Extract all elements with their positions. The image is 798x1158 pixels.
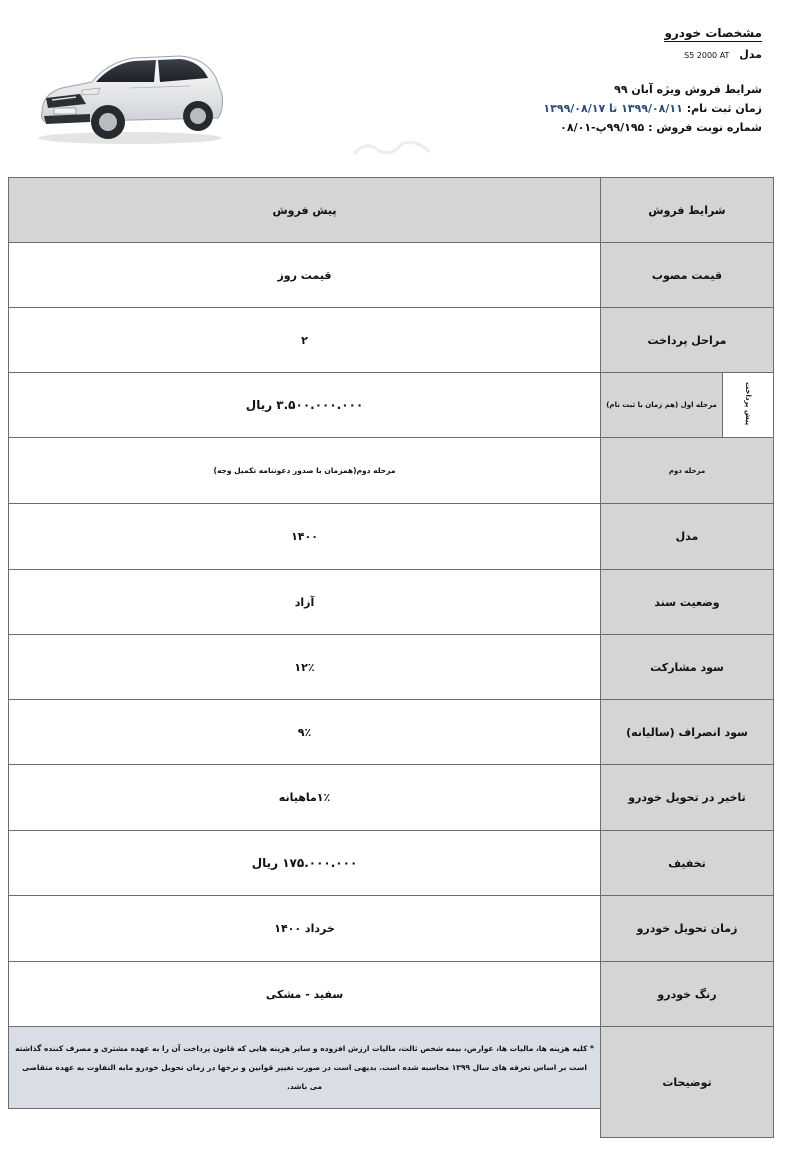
table-row <box>9 373 774 438</box>
model-year-label: مدل <box>601 504 774 570</box>
table-row <box>9 570 774 635</box>
delivery-time-label: زمان تحویل خودرو <box>601 896 774 962</box>
watermark-shape <box>352 136 432 164</box>
registration-value: ۱۳۹۹/۰۸/۱۱ تا ۱۳۹۹/۰۸/۱۷ <box>543 102 683 115</box>
discount-label: تخفیف <box>601 831 774 896</box>
model-code: S5 2000 AT <box>684 51 730 60</box>
conditions-label: شرایط فروش <box>601 178 774 243</box>
price-value: قیمت روز <box>9 243 601 308</box>
registration-label: زمان ثبت نام: <box>686 102 762 115</box>
model-line <box>462 48 762 61</box>
model-label: مدل <box>739 48 762 61</box>
price-label: قیمت مصوب <box>601 243 774 308</box>
turn-label: شماره نوبت فروش : <box>648 121 762 134</box>
cancellation-profit-label: سود انصراف (سالیانه) <box>601 700 774 765</box>
table-row <box>9 700 774 765</box>
stages-value: ۲ <box>9 308 601 373</box>
table-row <box>9 308 774 373</box>
table-row <box>9 831 774 896</box>
turn-value: ۹۹/۱۹۵پ-۰۸/۰۱ <box>560 121 645 134</box>
table-row <box>9 178 774 243</box>
notes-value: * کلیه هزینه ها، مالیات ها، عوارض، بیمه شخص ثالث، مالیات ارزش افزوده و سایر هزینه هایی که قانون پرداخت آن را به عهده مشتری و مصرف کننده گذاشته است بر اساس تعرفه های سال ۱۳۹۹ محاسبه شده است. بدیهی است در صورت تغییر قوانین و نرخها در زمان تحویل خودرو مابه التفاوت به عهده متقاضی می باشد. <box>9 1027 601 1109</box>
car-color-label: رنگ خودرو <box>601 962 774 1027</box>
spec-title: مشخصات خودرو <box>664 26 762 40</box>
table-row <box>9 765 774 831</box>
prepayment-label-text: پیش پرداخت <box>744 382 752 426</box>
car-icon <box>30 42 230 150</box>
blank-cell <box>9 1109 601 1138</box>
header-info <box>462 22 762 134</box>
car-photo <box>30 42 230 150</box>
prepayment-label <box>723 373 774 438</box>
participation-profit-value: ۱۲٪ <box>9 635 601 700</box>
notes-label: توضیحات <box>601 1027 774 1138</box>
cancellation-profit-value: ۹٪ <box>9 700 601 765</box>
participation-profit-label: سود مشارکت <box>601 635 774 700</box>
stage1-label: مرحله اول (هم زمان با ثبت نام) <box>601 373 723 438</box>
conditions-value: پیش فروش <box>9 178 601 243</box>
sale-title: شرایط فروش ویژه آبان ۹۹ <box>614 83 762 96</box>
table-row <box>9 896 774 962</box>
delivery-time-value: خرداد ۱۴۰۰ <box>9 896 601 962</box>
delivery-delay-label: تاخیر در تحویل خودرو <box>601 765 774 831</box>
table-row <box>9 962 774 1027</box>
registration-line <box>462 102 762 115</box>
table-row <box>9 504 774 570</box>
table-row <box>9 635 774 700</box>
document-status-value: آزاد <box>9 570 601 635</box>
stages-label: مراحل پرداخت <box>601 308 774 373</box>
turn-line <box>462 121 762 134</box>
table-row <box>9 243 774 308</box>
sales-conditions-table <box>8 177 774 1138</box>
document-status-label: وضعیت سند <box>601 570 774 635</box>
stage1-value: ۳.۵۰۰.۰۰۰.۰۰۰ ریال <box>9 373 601 438</box>
model-year-value: ۱۴۰۰ <box>9 504 601 570</box>
stage2-label: مرحله دوم <box>601 438 774 504</box>
table-row <box>9 438 774 504</box>
delivery-delay-value: ۱٪ماهیانه <box>9 765 601 831</box>
stage2-value: مرحله دوم(همزمان با صدور دعوتنامه تکمیل وجه) <box>9 438 601 504</box>
car-color-value: سفید - مشکی <box>9 962 601 1027</box>
discount-value: ۱۷۵.۰۰۰.۰۰۰ ریال <box>9 831 601 896</box>
table-row <box>9 1027 774 1109</box>
